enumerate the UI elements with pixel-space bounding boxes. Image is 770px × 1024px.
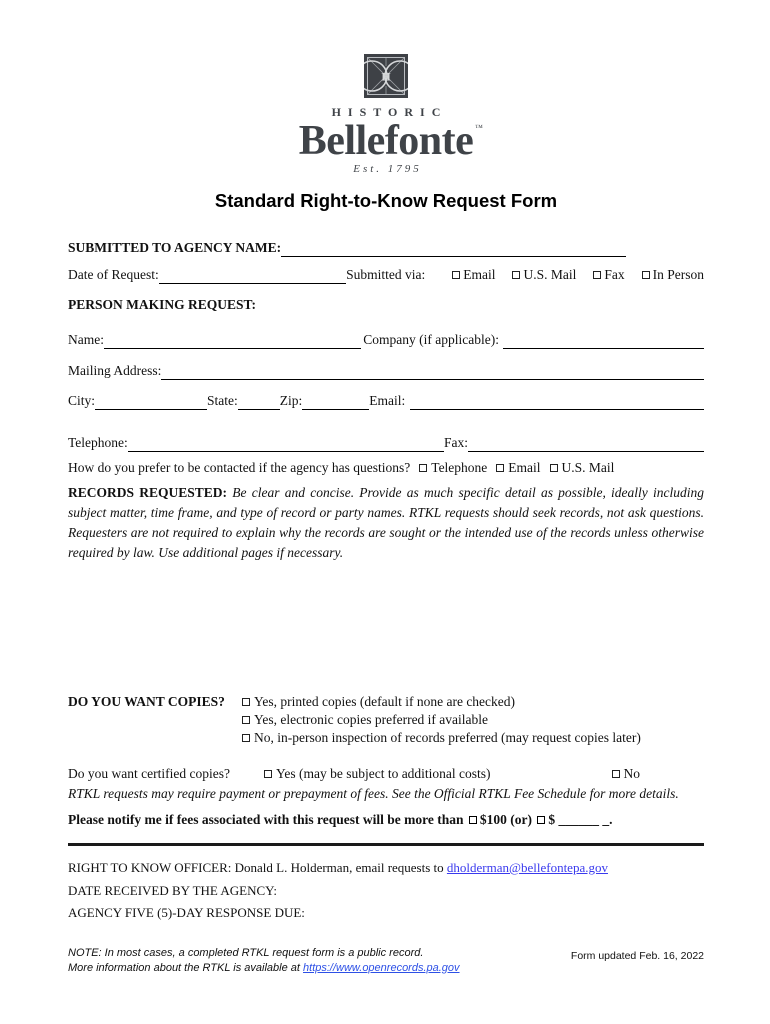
agency-name-label: SUBMITTED TO AGENCY NAME: [68,240,282,255]
fee-notify-line [68,810,704,829]
person-making-request-heading: PERSON MAKING REQUEST: [68,297,257,312]
email-contact-checkbox[interactable] [496,464,504,472]
contact-option-telephone[interactable]: Telephone [419,459,487,477]
via-option-us-mail[interactable]: U.S. Mail [512,266,576,284]
certified-option-yes[interactable]: Yes (may be subject to additional costs) [264,765,491,783]
telephone-checkbox[interactable] [419,464,427,472]
date-of-request-row [68,266,704,284]
email-checkbox[interactable] [452,271,460,279]
copies-option-printed[interactable]: Yes, printed copies (default if none are checked) [242,693,704,711]
date-of-request-label: Date of Request: [68,267,159,282]
zip-field[interactable] [302,395,369,410]
certified-question: Do you want certified copies? [68,766,230,781]
contact-question: How do you prefer to be contacted if the agency has questions? [68,460,411,475]
response-due-label: AGENCY FIVE (5)-DAY RESPONSE DUE: [68,905,305,920]
mailing-address-row [68,362,704,380]
name-label: Name: [68,332,104,347]
openrecords-link[interactable]: https://www.openrecords.pa.gov [303,961,460,974]
via-option-in-person[interactable]: In Person [642,266,704,284]
page-footer [68,946,704,976]
contact-preference-row [68,459,704,477]
copies-section [68,693,704,747]
agency-name-field[interactable] [281,242,626,257]
company-label: Company (if applicable): [363,332,499,347]
fee-custom-label: $ [548,812,556,827]
bellefonte-crest-icon [364,54,408,98]
footer-more-info: More information about the RTKL is available at https://www.openrecords.pa.gov [68,961,460,974]
in-person-checkbox[interactable] [642,271,650,279]
date-of-request-field[interactable] [159,269,346,284]
officer-email-link[interactable]: dholderman@bellefontepa.gov [446,860,608,875]
city-state-zip-email-row [68,392,704,410]
telephone-fax-row [68,434,704,452]
copies-option-electronic[interactable]: Yes, electronic copies preferred if available [242,711,704,729]
company-field[interactable] [503,334,704,349]
fax-field[interactable] [468,437,704,452]
submitted-via-label: Submitted via: [346,267,426,282]
trademark-symbol: ™ [474,123,483,132]
mailing-address-field[interactable] [161,365,704,380]
certified-option-no[interactable]: No [612,765,641,783]
form-updated-date: Form updated Feb. 16, 2022 [570,949,704,962]
svg-text:H: H [381,69,391,84]
city-field[interactable] [95,395,207,410]
via-option-email[interactable]: Email [452,266,495,284]
fee-notify-text: Please notify me if fees associated with this request will be more than [68,812,464,827]
rtk-officer-line [68,857,704,880]
email-label: Email: [369,393,406,408]
records-requested-heading: RECORDS REQUESTED: [68,485,228,500]
contact-option-us-mail[interactable]: U.S. Mail [550,459,615,477]
logo-bellefonte-text: Bellefonte ™ [298,118,483,164]
copies-option-inspection[interactable]: No, in-person inspection of records preferred (may request copies later) [242,729,704,747]
telephone-label: Telephone: [68,435,128,450]
us-mail-checkbox[interactable] [512,271,520,279]
state-label: State: [207,393,238,408]
printed-copies-checkbox[interactable] [242,698,250,706]
section-divider [68,843,704,846]
certified-yes-checkbox[interactable] [264,770,272,778]
fax-checkbox[interactable] [593,271,601,279]
fee-custom-blank[interactable]: ______ _. [558,812,613,827]
copies-heading: DO YOU WANT COPIES? [68,694,225,709]
name-company-row [68,331,704,349]
email-field[interactable] [410,395,704,410]
logo-est-text: Est. 1795 [353,163,422,175]
submitted-via-options [435,266,704,284]
us-mail-contact-checkbox[interactable] [550,464,558,472]
logo-historic-text: HISTORIC [331,105,448,119]
agency-use-section [68,857,704,925]
fax-label: Fax: [444,435,469,450]
date-received-label: DATE RECEIVED BY THE AGENCY: [68,882,277,898]
inspection-checkbox[interactable] [242,734,250,742]
rtk-officer-name: Donald L. Holderman, email requests to [234,860,444,875]
fee-schedule-note: RTKL requests may require payment or prepayment of fees. See the Official RTKL Fee Schedule for more details. [68,786,679,801]
zip-label: Zip: [279,393,303,408]
state-field[interactable] [238,395,280,410]
fee-100-checkbox[interactable] [469,816,477,824]
certified-copies-row [68,765,704,783]
electronic-copies-checkbox[interactable] [242,716,250,724]
footer-note: NOTE: In most cases, a completed RTKL request form is a public record. [68,946,424,959]
via-option-fax[interactable]: Fax [593,266,624,284]
contact-option-email[interactable]: Email [496,459,540,477]
mailing-address-label: Mailing Address: [68,363,162,378]
records-requested-instructions: Be clear and concise. Provide as much specific detail as possible, ideally including subject matter, time frame, and type of record or party names. RTKL requests should seek records, not ask questions. Requesters are not required to explain why the records are sought or the intended use of the records unless otherwise required by law. Use additional pages if necessary. [68,485,705,560]
city-label: City: [68,393,96,408]
name-field[interactable] [104,334,361,349]
page-title: Standard Right-to-Know Request Form [214,190,558,211]
telephone-field[interactable] [128,437,444,452]
rtk-officer-label: RIGHT TO KNOW OFFICER: [68,860,232,875]
fee-custom-checkbox[interactable] [537,816,545,824]
records-requested-paragraph [68,483,704,563]
certified-no-checkbox[interactable] [612,770,620,778]
bellefonte-logo [68,0,704,175]
records-write-in-area[interactable] [68,563,704,683]
agency-name-row [68,239,704,257]
fee-100-label: $100 (or) [479,812,532,827]
